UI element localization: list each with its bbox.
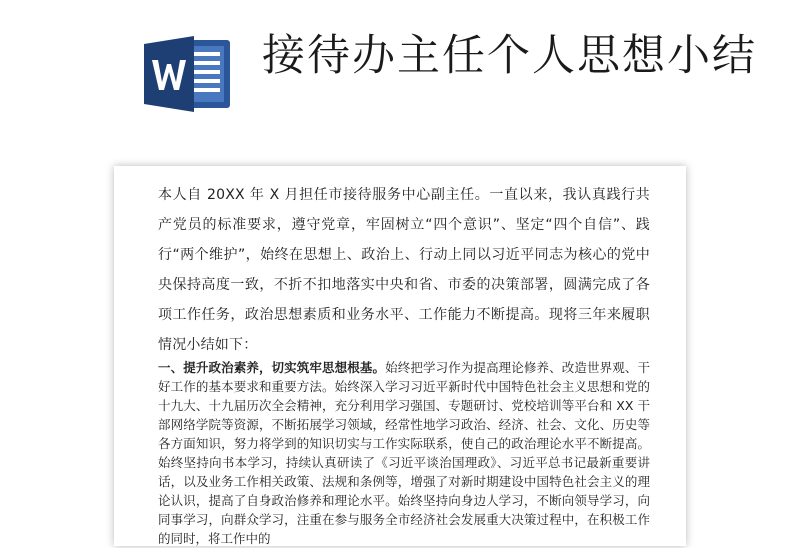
document-page-preview xyxy=(114,166,686,546)
document-title: 接待办主任个人思想小结 xyxy=(262,31,757,81)
section-one-paragraph xyxy=(158,358,650,548)
section-one-body: 始终把学习作为提高理论修养、改造世界观、干好工作的基本要求和重要方法。始终深入学习习近平新时代中国特色社会主义思想和党的十九大、十九届历次全会精神，充分利用学习强国、专题研讨、党校培训等平台和 XX 干部网络学院等资源，不断拓展学习领域，经常性地学习政治、经济、社会、文化、历史等各方面知识，努力将学到的知识切实与工作实际联系，使自己的政治理论水平不断提高。始终坚持向书本学习，持续认真研读了《习近平谈治国理政》、习近平总书记最新重要讲话，以及业务工作相关政策、法规和条例等，增强了对新时期建设中国特色社会主义的理论认识，提高了自身政治修养和理论水平。始终坚持向身边人学习，不断向领导学习，向同事学习，向群众学习，注重在参与服务全市经济社会发展重大决策过程中，在积极工作的同时，将工作中的 xyxy=(158,360,650,546)
microsoft-word-icon xyxy=(142,34,234,114)
document-header xyxy=(0,0,800,160)
intro-paragraph: 本人自 20XX 年 X 月担任市接待服务中心副主任。一直以来，我认真践行共产党员的标准要求，遵守党章，牢固树立“四个意识”、坚定“四个自信”、践行“两个维护”，始终在思想上、政治上、行动上同以习近平同志为核心的党中央保持高度一致，不折不扣地落实中央和省、市委的决策部署，圆满完成了各项工作任务，政治思想素质和业务水平、工作能力不断提高。现将三年来履职情况小结如下： xyxy=(158,187,650,353)
section-one-heading: 一、提升政治素养，切实筑牢思想根基。 xyxy=(158,360,386,375)
